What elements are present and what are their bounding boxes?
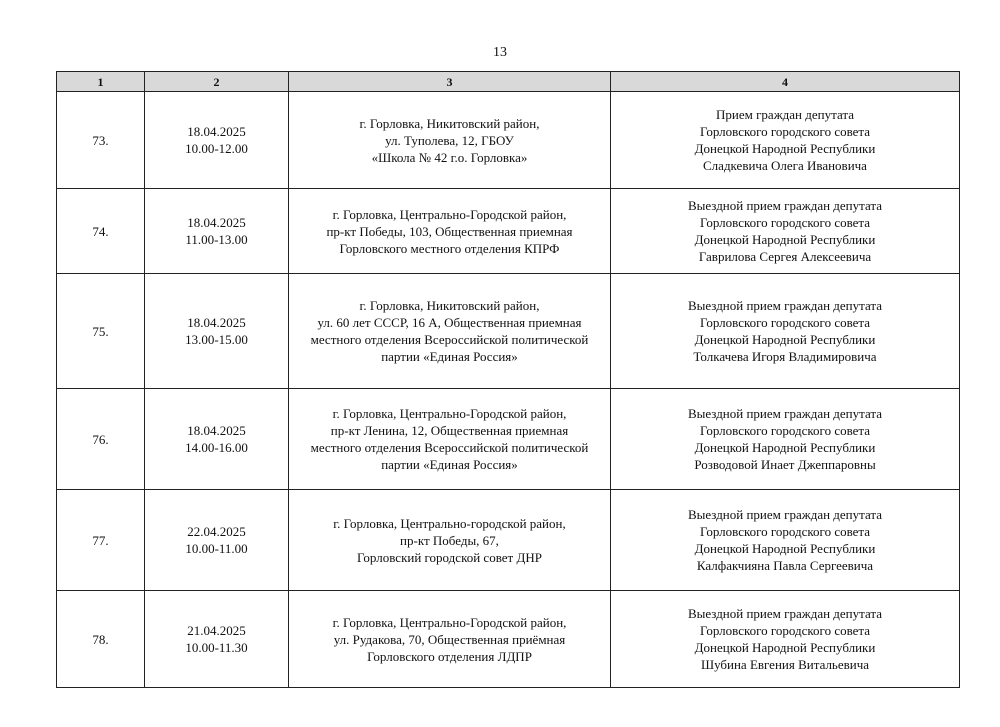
event-line: Прием граждан депутата xyxy=(716,107,854,122)
row-number: 78. xyxy=(57,591,145,688)
event-line: Розводовой Инает Джеппаровны xyxy=(694,457,876,472)
place-line: Горловского отделения ЛДПР xyxy=(367,648,532,664)
time: 14.00-16.00 xyxy=(185,440,248,455)
place-line: г. Горловка, Центрально-городской район, xyxy=(333,515,566,531)
event-line: Горловского городского совета xyxy=(699,124,871,139)
place-line: ул. Туполева, 12, ГБОУ xyxy=(385,132,514,148)
place-line: г. Горловка, Никитовский район, xyxy=(359,115,540,131)
event-cell xyxy=(611,189,960,274)
event-line: Выездной прием граждан депутата xyxy=(687,298,883,313)
date: 18.04.2025 xyxy=(187,215,246,230)
event-line: Калфакчияна Павла Сергеевича xyxy=(696,558,874,573)
event-line: Выездной прием граждан депутата xyxy=(687,507,883,522)
place-line: «Школа № 42 г.о. Горловка» xyxy=(371,149,528,165)
event-cell xyxy=(611,92,960,189)
event-line: Горловского городского совета xyxy=(699,423,871,438)
table-header-row xyxy=(57,72,960,92)
date-time-cell xyxy=(145,490,289,591)
place-line: Горловский городской совет ДНР xyxy=(357,549,542,565)
date: 18.04.2025 xyxy=(187,423,246,438)
place-line: ул. 60 лет СССР, 16 А, Общественная приемная xyxy=(317,315,582,330)
time: 13.00-15.00 xyxy=(185,332,248,347)
time: 10.00-11.30 xyxy=(185,640,248,655)
date-time-cell xyxy=(145,389,289,490)
event-line: Сладкевича Олега Ивановича xyxy=(703,158,867,173)
row-number: 73. xyxy=(57,92,145,189)
place-line: местного отделения Всероссийской политической xyxy=(310,332,589,347)
date: 22.04.2025 xyxy=(187,524,246,539)
place-line: г. Горловка, Центрально-Городской район, xyxy=(332,406,567,421)
place-cell xyxy=(289,92,611,189)
date: 18.04.2025 xyxy=(187,315,246,330)
event-line: Горловского городского совета xyxy=(699,623,871,638)
table-row xyxy=(57,490,960,591)
table-row xyxy=(57,274,960,389)
event-line: Шубина Евгения Витальевича xyxy=(700,657,870,672)
page-number: 13 xyxy=(493,45,507,60)
date-time-cell xyxy=(145,274,289,389)
place-cell xyxy=(289,591,611,688)
place-line: партии «Единая Россия» xyxy=(381,349,518,364)
event-line: Горловского городского совета xyxy=(699,315,871,330)
date: 18.04.2025 xyxy=(187,124,246,139)
time: 11.00-13.00 xyxy=(185,232,248,247)
event-line: Донецкой Народной Республики xyxy=(694,440,876,455)
date-time-cell xyxy=(145,189,289,274)
place-line: Горловского местного отделения КПРФ xyxy=(339,240,560,256)
time: 10.00-11.00 xyxy=(185,541,248,556)
place-cell xyxy=(289,274,611,389)
time: 10.00-12.00 xyxy=(185,141,248,156)
event-line: Выездной прием граждан депутата xyxy=(687,198,883,213)
event-line: Выездной прием граждан депутата xyxy=(687,406,883,421)
event-line: Гаврилова Сергея Алексеевича xyxy=(698,249,872,264)
event-line: Донецкой Народной Республики xyxy=(694,640,876,655)
event-line: Донецкой Народной Республики xyxy=(694,332,876,347)
date: 21.04.2025 xyxy=(187,623,246,638)
place-cell xyxy=(289,189,611,274)
event-line: Выездной прием граждан депутата xyxy=(687,606,883,621)
event-cell xyxy=(611,274,960,389)
event-line: Донецкой Народной Республики xyxy=(694,232,876,247)
place-line: г. Горловка, Центрально-Городской район, xyxy=(332,614,567,630)
column-header: 1 xyxy=(57,72,145,92)
schedule-table xyxy=(56,71,960,688)
column-header: 4 xyxy=(611,72,960,92)
place-line: г. Горловка, Никитовский район, xyxy=(359,298,540,313)
event-line: Горловского городского совета xyxy=(699,215,871,230)
column-header: 2 xyxy=(145,72,289,92)
place-line: пр-кт Ленина, 12, Общественная приемная xyxy=(330,423,569,438)
place-line: пр-кт Победы, 67, xyxy=(400,532,499,548)
date-time-cell xyxy=(145,92,289,189)
row-number: 74. xyxy=(57,189,145,274)
table-row xyxy=(57,189,960,274)
place-line: ул. Рудакова, 70, Общественная приёмная xyxy=(333,631,566,647)
place-line: г. Горловка, Центрально-Городской район, xyxy=(332,206,567,222)
event-line: Горловского городского совета xyxy=(699,524,871,539)
table-row xyxy=(57,92,960,189)
row-number: 76. xyxy=(57,389,145,490)
table-row xyxy=(57,389,960,490)
table-row xyxy=(57,591,960,688)
event-line: Донецкой Народной Республики xyxy=(694,541,876,556)
column-header: 3 xyxy=(289,72,611,92)
event-cell xyxy=(611,490,960,591)
row-number: 77. xyxy=(57,490,145,591)
row-number: 75. xyxy=(57,274,145,389)
place-cell xyxy=(289,389,611,490)
event-line: Толкачева Игоря Владимировича xyxy=(693,349,877,364)
place-cell xyxy=(289,490,611,591)
place-line: партии «Единая Россия» xyxy=(381,457,518,472)
event-cell xyxy=(611,591,960,688)
place-line: пр-кт Победы, 103, Общественная приемная xyxy=(326,223,573,239)
date-time-cell xyxy=(145,591,289,688)
place-line: местного отделения Всероссийской политической xyxy=(310,440,589,455)
event-line: Донецкой Народной Республики xyxy=(694,141,876,156)
event-cell xyxy=(611,389,960,490)
